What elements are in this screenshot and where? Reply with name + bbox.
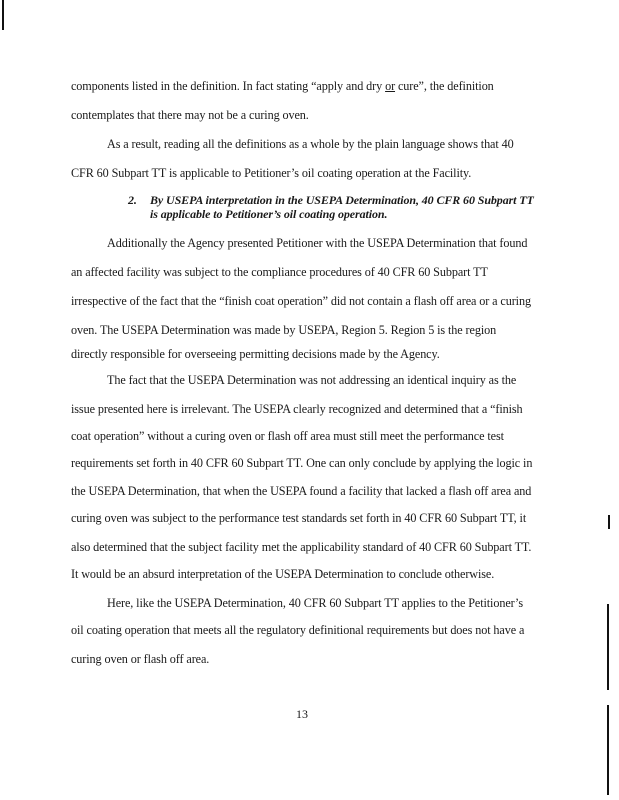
text-line: directly responsible for overseeing permitting decisions made by the Agency. (71, 347, 440, 361)
text-line: irrespective of the fact that the “finish coat operation” did not contain a flash off area or a curing (71, 294, 531, 308)
section-heading-line-2: is applicable to Petitioner’s oil coating operation. (150, 207, 388, 221)
text-line: The fact that the USEPA Determination was not addressing an identical inquiry as the (107, 373, 517, 387)
underlined-word: or (385, 79, 396, 93)
page-number: 13 (296, 707, 308, 721)
text-line: contemplates that there may not be a curing oven. (71, 108, 309, 122)
text-line: issue presented here is irrelevant. The USEPA clearly recognized and determined that a “finish (71, 402, 523, 416)
text-line: coat operation” without a curing oven or flash off area must still meet the performance test (71, 429, 504, 443)
text-line: curing oven was subject to the performance test standards set forth in 40 CFR 60 Subpart TT, it (71, 511, 527, 525)
text-line: Additionally the Agency presented Petitioner with the USEPA Determination that found (107, 236, 528, 250)
section-number: 2. (128, 193, 137, 207)
text-line: oil coating operation that meets all the regulatory definitional requirements but does not have a (71, 623, 525, 637)
section-heading (128, 193, 534, 207)
text-line: As a result, reading all the definitions as a whole by the plain language shows that 40 (107, 137, 514, 151)
scan-edge-mark (607, 604, 609, 690)
scan-edge-mark (608, 515, 610, 529)
scan-edge-mark (2, 0, 4, 30)
text-line: the USEPA Determination, that when the USEPA found a facility that lacked a flash off area and (71, 484, 532, 498)
text-line: CFR 60 Subpart TT is applicable to Petitioner’s oil coating operation at the Facility. (71, 166, 472, 180)
text-line: also determined that the subject facility met the applicability standard of 40 CFR 60 Subpart TT. (71, 540, 532, 554)
section-heading-line-1: By USEPA interpretation in the USEPA Determination, 40 CFR 60 Subpart TT (150, 193, 534, 207)
text-line: components listed in the definition. In fact stating “apply and dry or cure”, the definition (71, 79, 494, 93)
text-line: curing oven or flash off area. (71, 652, 210, 666)
text-line: oven. The USEPA Determination was made by USEPA, Region 5. Region 5 is the region (71, 323, 497, 337)
text-line: requirements set forth in 40 CFR 60 Subpart TT. One can only conclude by applying the logic in (71, 456, 533, 470)
scan-edge-mark (607, 705, 609, 795)
text-line: It would be an absurd interpretation of the USEPA Determination to conclude otherwise. (71, 567, 495, 581)
text-line: Here, like the USEPA Determination, 40 CFR 60 Subpart TT applies to the Petitioner’s (107, 596, 523, 610)
text-line: an affected facility was subject to the compliance procedures of 40 CFR 60 Subpart TT (71, 265, 488, 279)
